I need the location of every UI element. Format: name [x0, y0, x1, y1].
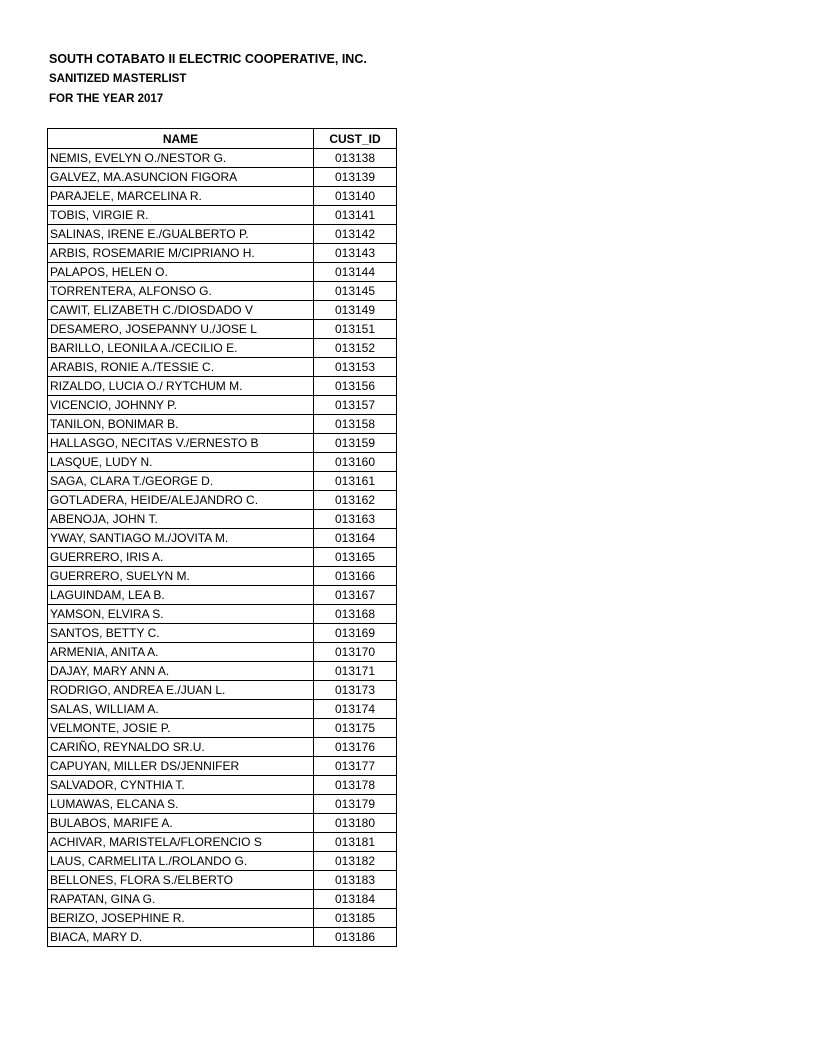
customer-id-cell: 013163: [314, 510, 397, 529]
list-title: SANITIZED MASTERLIST: [49, 73, 187, 85]
customer-name-cell: LUMAWAS, ELCANA S.: [48, 795, 314, 814]
customer-name-cell: CARIÑO, REYNALDO SR.U.: [48, 738, 314, 757]
customer-name-cell: ARBIS, ROSEMARIE M/CIPRIANO H.: [48, 244, 314, 263]
customer-id-cell: 013145: [314, 282, 397, 301]
table-row: [48, 358, 397, 377]
customer-name-cell: CAPUYAN, MILLER DS/JENNIFER: [48, 757, 314, 776]
customer-id-cell: 013156: [314, 377, 397, 396]
customer-name-cell: RODRIGO, ANDREA E./JUAN L.: [48, 681, 314, 700]
customer-id-cell: 013167: [314, 586, 397, 605]
table-row: [48, 681, 397, 700]
customer-name-cell: TOBIS, VIRGIE R.: [48, 206, 314, 225]
customer-id-cell: 013181: [314, 833, 397, 852]
customer-name-cell: BERIZO, JOSEPHINE R.: [48, 909, 314, 928]
table-row: [48, 510, 397, 529]
customer-id-cell: 013170: [314, 643, 397, 662]
customer-name-cell: PALAPOS, HELEN O.: [48, 263, 314, 282]
customer-id-cell: 013174: [314, 700, 397, 719]
table-row: [48, 491, 397, 510]
customer-name-cell: SALVADOR, CYNTHIA T.: [48, 776, 314, 795]
customer-name-cell: ABENOJA, JOHN T.: [48, 510, 314, 529]
table-row: [48, 890, 397, 909]
customer-name-cell: SANTOS, BETTY C.: [48, 624, 314, 643]
customer-id-cell: 013144: [314, 263, 397, 282]
table-row: [48, 472, 397, 491]
customer-id-cell: 013168: [314, 605, 397, 624]
customer-name-cell: RAPATAN, GINA G.: [48, 890, 314, 909]
customer-id-cell: 013185: [314, 909, 397, 928]
customer-name-cell: YWAY, SANTIAGO M./JOVITA M.: [48, 529, 314, 548]
column-header-cust-id: CUST_ID: [314, 129, 397, 149]
customer-id-cell: 013184: [314, 890, 397, 909]
customer-id-cell: 013157: [314, 396, 397, 415]
customer-name-cell: GALVEZ, MA.ASUNCION FIGORA: [48, 168, 314, 187]
table-row: [48, 168, 397, 187]
customer-name-cell: VELMONTE, JOSIE P.: [48, 719, 314, 738]
customer-id-cell: 013151: [314, 320, 397, 339]
table-row: [48, 320, 397, 339]
table-row: [48, 643, 397, 662]
customer-id-cell: 013152: [314, 339, 397, 358]
customer-name-cell: SAGA, CLARA T./GEORGE D.: [48, 472, 314, 491]
customer-name-cell: CAWIT, ELIZABETH C./DIOSDADO V: [48, 301, 314, 320]
customer-id-cell: 013140: [314, 187, 397, 206]
table-row: [48, 928, 397, 947]
table-header-row: [48, 129, 397, 149]
customer-name-cell: LAUS, CARMELITA L./ROLANDO G.: [48, 852, 314, 871]
table-row: [48, 738, 397, 757]
table-row: [48, 225, 397, 244]
customer-name-cell: SALINAS, IRENE E./GUALBERTO P.: [48, 225, 314, 244]
customer-id-cell: 013182: [314, 852, 397, 871]
table-body: [48, 149, 397, 947]
customer-name-cell: LASQUE, LUDY N.: [48, 453, 314, 472]
customer-id-cell: 013171: [314, 662, 397, 681]
customer-name-cell: DESAMERO, JOSEPANNY U./JOSE L: [48, 320, 314, 339]
table-row: [48, 282, 397, 301]
customer-name-cell: VICENCIO, JOHNNY P.: [48, 396, 314, 415]
customer-name-cell: YAMSON, ELVIRA S.: [48, 605, 314, 624]
customer-id-cell: 013141: [314, 206, 397, 225]
organization-title: SOUTH COTABATO II ELECTRIC COOPERATIVE, INC.: [49, 52, 367, 66]
table-row: [48, 776, 397, 795]
customer-name-cell: GOTLADERA, HEIDE/ALEJANDRO C.: [48, 491, 314, 510]
document-header: [49, 50, 367, 110]
customer-id-cell: 013162: [314, 491, 397, 510]
year-subtitle: FOR THE YEAR 2017: [49, 93, 164, 105]
customer-name-cell: NEMIS, EVELYN O./NESTOR G.: [48, 149, 314, 168]
table-row: [48, 453, 397, 472]
customer-id-cell: 013176: [314, 738, 397, 757]
customer-id-cell: 013142: [314, 225, 397, 244]
table-row: [48, 833, 397, 852]
customer-name-cell: DAJAY, MARY ANN A.: [48, 662, 314, 681]
customer-name-cell: GUERRERO, IRIS A.: [48, 548, 314, 567]
table-row: [48, 548, 397, 567]
table-row: [48, 149, 397, 168]
table-row: [48, 567, 397, 586]
customer-id-cell: 013139: [314, 168, 397, 187]
masterlist-table: [47, 128, 397, 947]
customer-id-cell: 013179: [314, 795, 397, 814]
table-row: [48, 263, 397, 282]
customer-id-cell: 013175: [314, 719, 397, 738]
customer-name-cell: HALLASGO, NECITAS V./ERNESTO B: [48, 434, 314, 453]
customer-name-cell: ARABIS, RONIE A./TESSIE C.: [48, 358, 314, 377]
table-row: [48, 586, 397, 605]
table-row: [48, 301, 397, 320]
customer-name-cell: PARAJELE, MARCELINA R.: [48, 187, 314, 206]
table-row: [48, 377, 397, 396]
table-row: [48, 244, 397, 263]
table-row: [48, 700, 397, 719]
customer-id-cell: 013173: [314, 681, 397, 700]
customer-name-cell: BARILLO, LEONILA A./CECILIO E.: [48, 339, 314, 358]
customer-id-cell: 013161: [314, 472, 397, 491]
customer-name-cell: ACHIVAR, MARISTELA/FLORENCIO S: [48, 833, 314, 852]
customer-id-cell: 013165: [314, 548, 397, 567]
customer-id-cell: 013183: [314, 871, 397, 890]
table-row: [48, 909, 397, 928]
customer-name-cell: SALAS, WILLIAM A.: [48, 700, 314, 719]
customer-id-cell: 013177: [314, 757, 397, 776]
customer-id-cell: 013186: [314, 928, 397, 947]
customer-name-cell: RIZALDO, LUCIA O./ RYTCHUM M.: [48, 377, 314, 396]
customer-id-cell: 013169: [314, 624, 397, 643]
customer-id-cell: 013143: [314, 244, 397, 263]
customer-name-cell: GUERRERO, SUELYN M.: [48, 567, 314, 586]
customer-name-cell: BULABOS, MARIFE A.: [48, 814, 314, 833]
column-header-name: NAME: [48, 129, 314, 149]
table-row: [48, 852, 397, 871]
customer-name-cell: TANILON, BONIMAR B.: [48, 415, 314, 434]
customer-id-cell: 013178: [314, 776, 397, 795]
table-row: [48, 187, 397, 206]
customer-id-cell: 013166: [314, 567, 397, 586]
customer-name-cell: TORRENTERA, ALFONSO G.: [48, 282, 314, 301]
table-row: [48, 871, 397, 890]
table-row: [48, 814, 397, 833]
table-row: [48, 624, 397, 643]
table-row: [48, 339, 397, 358]
customer-id-cell: 013180: [314, 814, 397, 833]
customer-id-cell: 013149: [314, 301, 397, 320]
customer-id-cell: 013164: [314, 529, 397, 548]
customer-name-cell: LAGUINDAM, LEA B.: [48, 586, 314, 605]
table-row: [48, 415, 397, 434]
table-row: [48, 396, 397, 415]
customer-id-cell: 013138: [314, 149, 397, 168]
table-row: [48, 529, 397, 548]
table-row: [48, 206, 397, 225]
table-row: [48, 434, 397, 453]
table-row: [48, 795, 397, 814]
customer-id-cell: 013159: [314, 434, 397, 453]
customer-id-cell: 013158: [314, 415, 397, 434]
table-row: [48, 719, 397, 738]
customer-name-cell: BIACA, MARY D.: [48, 928, 314, 947]
table-row: [48, 757, 397, 776]
customer-id-cell: 013160: [314, 453, 397, 472]
table-row: [48, 662, 397, 681]
customer-name-cell: ARMENIA, ANITA A.: [48, 643, 314, 662]
customer-name-cell: BELLONES, FLORA S./ELBERTO: [48, 871, 314, 890]
table-row: [48, 605, 397, 624]
customer-id-cell: 013153: [314, 358, 397, 377]
